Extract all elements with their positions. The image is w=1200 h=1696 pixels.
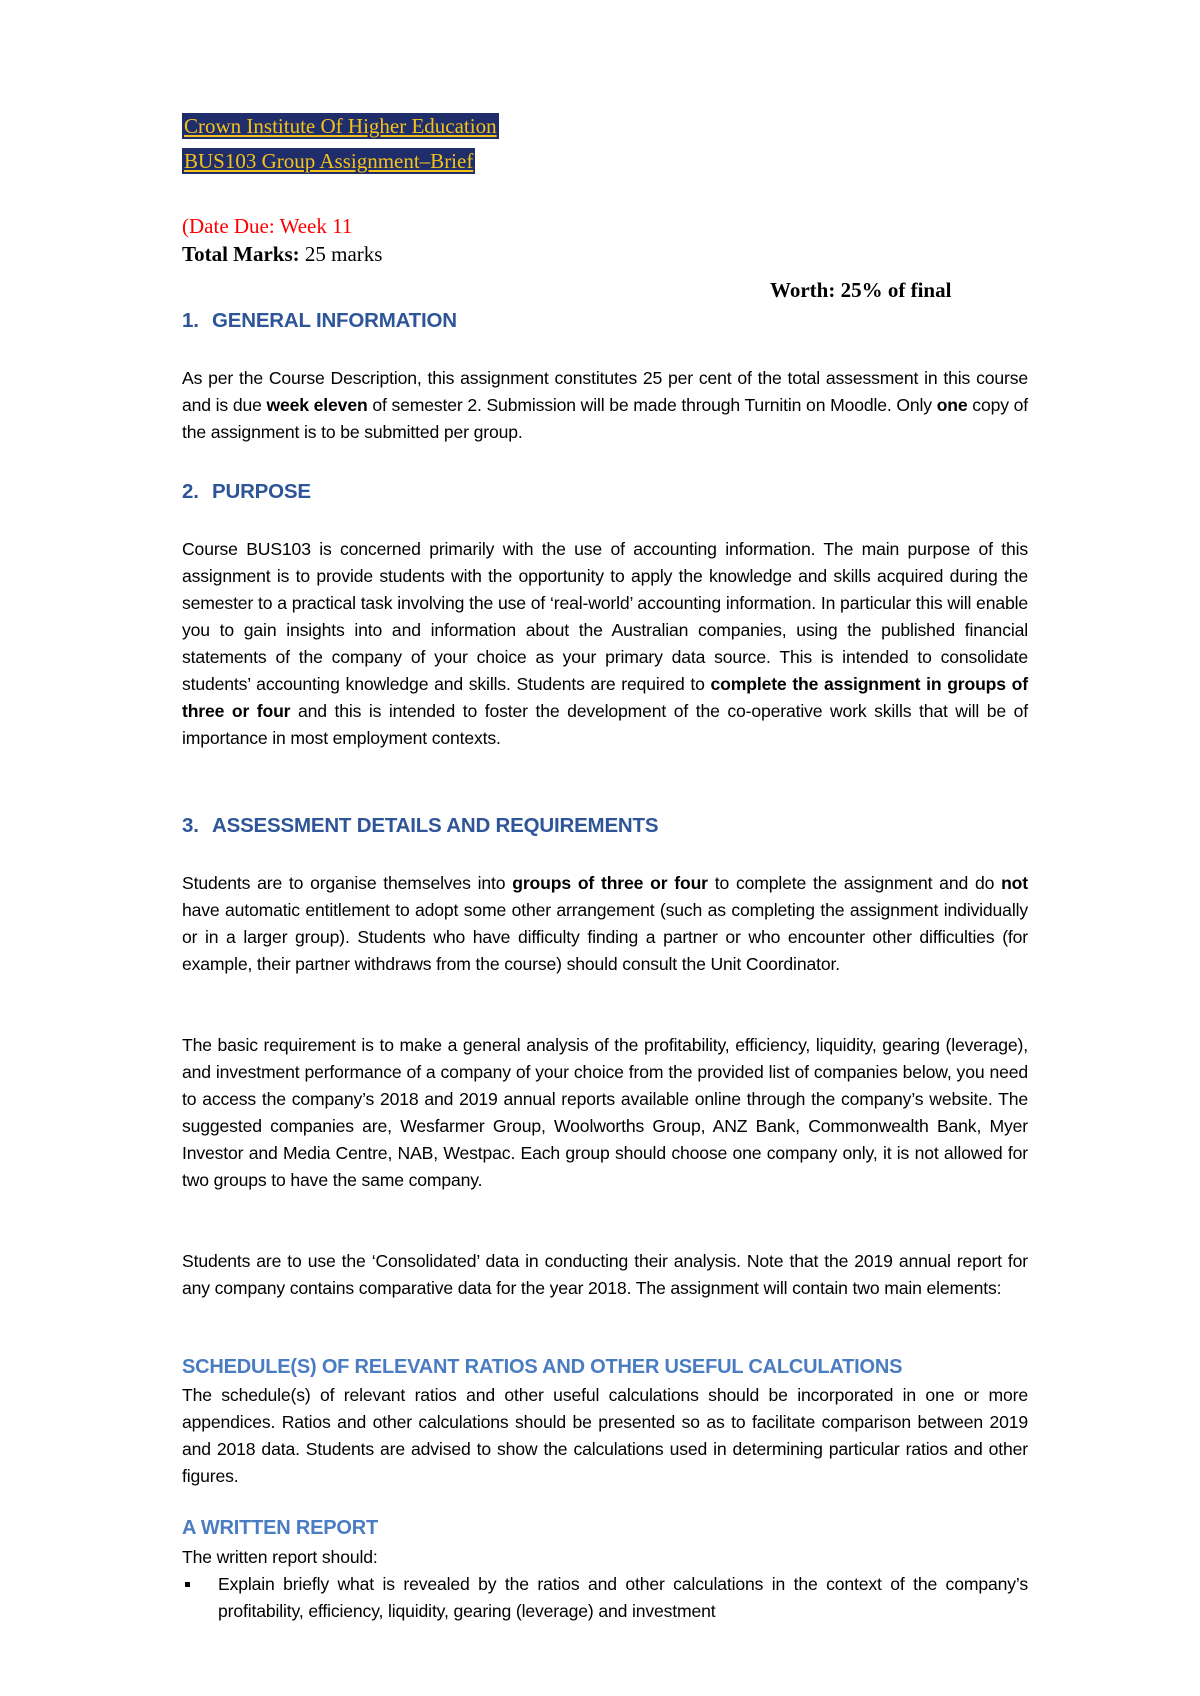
assessment-paragraph-2: The basic requirement is to make a general analysis of the profitability, efficiency, liquidity, gearing (leverage), and investment performance of a company of your choice from the provided list of companies below, you need to access the company’s 2018 and 2019 annual reports available online through the company’s website. The suggested companies are, Wesfarmer Group, Woolworths Group, ANZ Bank, Commonwealth Bank, Myer Investor and Media Centre, NAB, Westpac. Each group should choose one company only, it is not allowed for two groups to have the same company. xyxy=(182,1035,1028,1190)
purpose-paragraph xyxy=(182,536,1028,752)
text-run: have automatic entitlement to adopt some other arrangement (such as completing the assignment individually or in a larger group). Students who have difficulty finding a partner or who encounter other difficulties (for example, their partner withdraws from the course) should consult the Unit Coordinator. xyxy=(182,900,1028,974)
text-run-bold: complete the assignment in groups of three or four xyxy=(182,674,1028,721)
heading-text: GENERAL INFORMATION xyxy=(212,309,457,332)
text-run: and this is intended to foster the development of the co-operative work skills that will be of importance in most employment contexts. xyxy=(182,701,1028,748)
text-run: copy of the assignment is to be submitted per group. xyxy=(182,395,1028,442)
text-run: to complete the assignment and do xyxy=(707,873,1002,893)
bullet-icon xyxy=(185,1582,190,1587)
text-run: As per the Course Description, this assignment constitutes 25 per cent of the total assessment in this course and is due xyxy=(182,368,1028,415)
due-date xyxy=(182,214,352,239)
assessment-paragraph-3: Students are to use the ‘Consolidated’ data in conducting their analysis. Note that the 2019 annual report for any company contains comparative data for the year 2018. The assignment will contain two main elements: xyxy=(182,1251,1028,1298)
worth: Worth: 25% of final xyxy=(770,278,952,302)
text-run-bold: groups of three or four xyxy=(512,873,708,893)
report-bullet-1 xyxy=(182,1571,1028,1625)
text-run: Students are to organise themselves into xyxy=(182,873,513,893)
bullet-text: Explain briefly what is revealed by the ratios and other calculations in the context of the company’s profitability, efficiency, liquidity, gearing (leverage) and investment xyxy=(218,1574,1028,1621)
heading-text: ASSESSMENT DETAILS AND REQUIREMENTS xyxy=(212,814,659,837)
text-run-bold: one xyxy=(936,395,968,415)
due-prefix: (Date Due: xyxy=(182,214,280,238)
text-run: Course BUS103 is concerned primarily with the use of accounting information. The main purpose of this assignment is to provide students with the opportunity to apply the knowledge and skills acquired during the semester to a practical task involving the use of ‘real-world’ accounting information. In particular this will enable you to gain insights into and information about the Australian companies, using the published financial statements of the company of your choice as your primary data source. This is intended to consolidate students’ accounting knowledge and skills. Students are required to xyxy=(182,539,1028,694)
total-marks xyxy=(182,242,382,267)
heading-written-report: A WRITTEN REPORT xyxy=(182,1517,379,1539)
heading-text: PURPOSE xyxy=(212,480,311,503)
assessment-paragraph-1 xyxy=(182,870,1028,978)
report-intro: The written report should: xyxy=(182,1547,378,1567)
heading-assessment-details xyxy=(182,814,658,838)
general-paragraph xyxy=(182,365,1028,446)
heading-number: 3. xyxy=(182,814,199,837)
heading-general-information xyxy=(182,309,457,333)
text-run-bold: not xyxy=(1001,873,1028,893)
due-week: Week 11 xyxy=(279,214,353,238)
institute-title: Crown Institute Of Higher Education xyxy=(184,114,497,138)
heading-schedule: SCHEDULE(S) OF RELEVANT RATIOS AND OTHER USEFUL CALCULATIONS xyxy=(182,1356,903,1378)
marks-value: 25 marks xyxy=(304,242,383,266)
schedule-paragraph: The schedule(s) of relevant ratios and other useful calculations should be incorporated in one or more appendices. Ratios and other calculations should be presented so as to facilitate comparison between 2019 and 2018 data. Students are advised to show the calculations used in determining particular ratios and other figures. xyxy=(182,1385,1028,1486)
heading-number: 2. xyxy=(182,480,199,503)
text-run-bold: week eleven xyxy=(266,395,368,415)
text-run: of semester 2. Submission will be made through Turnitin on Moodle. Only xyxy=(367,395,937,415)
assignment-title: BUS103 Group Assignment–Brief xyxy=(184,149,474,173)
heading-number: 1. xyxy=(182,309,199,332)
marks-label: Total Marks: xyxy=(182,242,300,266)
heading-purpose xyxy=(182,480,311,504)
